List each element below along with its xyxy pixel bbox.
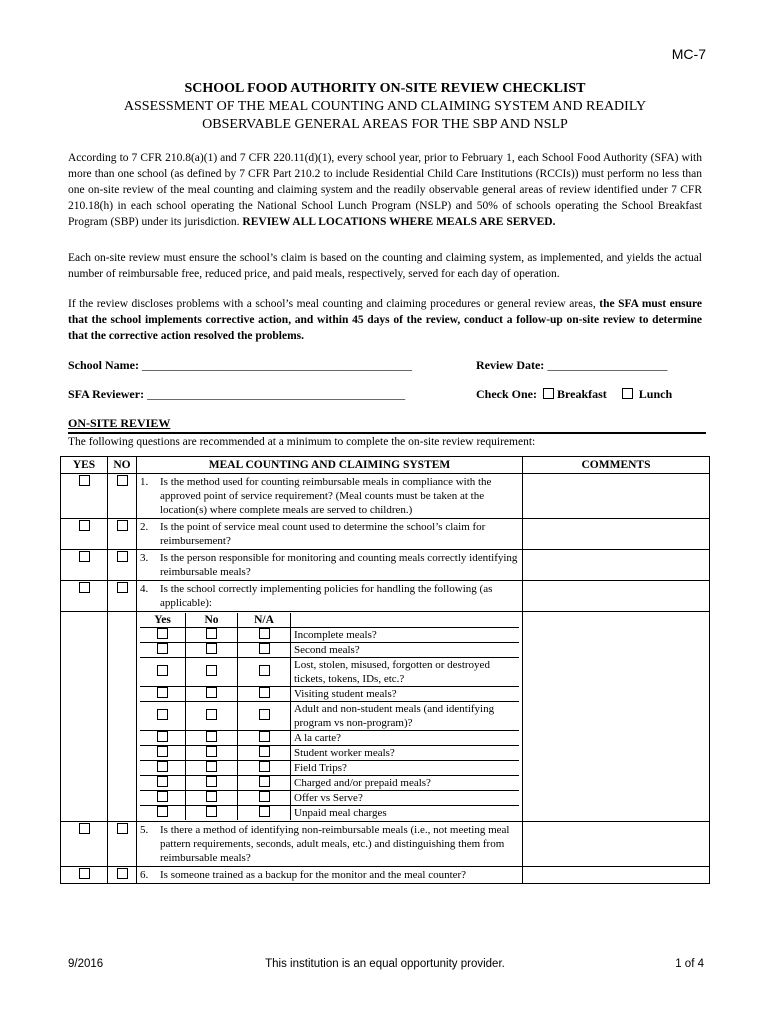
q4-comments[interactable] [523, 581, 710, 612]
q5-yes-checkbox[interactable] [79, 823, 90, 834]
sub4-no-checkbox[interactable] [206, 687, 217, 698]
footer-page-number: 1 of 4 [675, 958, 704, 970]
form-code: MC-7 [671, 46, 706, 62]
sub-item-label: Lost, stolen, misused, forgotten or destroyed tickets, tokens, IDs, etc.? [291, 658, 520, 687]
sub8-yes-checkbox[interactable] [157, 761, 168, 772]
footer-notice: This institution is an equal opportunity provider. [265, 958, 505, 970]
q3-text: Is the person responsible for monitoring and counting meals correctly identifying reimbursable meals? [160, 552, 518, 578]
sub-item-label: A la carte? [291, 731, 520, 746]
q3-no-checkbox[interactable] [117, 551, 128, 562]
sub-item-row [140, 746, 519, 761]
sub-item-label: Offer vs Serve? [291, 791, 520, 806]
question-row [61, 550, 710, 581]
q4-sub-comments[interactable] [523, 612, 710, 822]
table-header-row [61, 457, 710, 474]
sub-items-table [140, 613, 519, 820]
review-table [60, 456, 710, 884]
q1-no-checkbox[interactable] [117, 475, 128, 486]
intro-p1-bold: REVIEW ALL LOCATIONS WHERE MEALS ARE SERVED. [242, 216, 556, 228]
sub8-no-checkbox[interactable] [206, 761, 217, 772]
breakfast-checkbox[interactable] [543, 388, 554, 399]
sub5-no-checkbox[interactable] [206, 709, 217, 720]
intro-p2-text: Each on-site review must ensure the school’s claim is based on the counting and claiming system, as implemented, and yields the actual number of reimbursable free, reduced price, and paid meals, respectively, served for each day of operation. [68, 252, 702, 280]
sub-item-row [140, 658, 519, 687]
sub-item-row [140, 731, 519, 746]
review-date-field[interactable] [476, 358, 667, 373]
sub-item-row [140, 806, 519, 821]
q4-number: 4. [140, 583, 149, 595]
sub-item-label: Student worker meals? [291, 746, 520, 761]
sub-item-label: Charged and/or prepaid meals? [291, 776, 520, 791]
sub-item-row [140, 687, 519, 702]
check-one-field [476, 387, 672, 402]
q5-number: 5. [140, 824, 149, 836]
school-name-label: School Name: [68, 358, 139, 372]
sub-items-cell [137, 612, 523, 822]
sub-col-na: N/A [238, 613, 291, 628]
lunch-checkbox[interactable] [622, 388, 633, 399]
q3-number: 3. [140, 552, 149, 564]
sub1-na-checkbox[interactable] [259, 628, 270, 639]
document-title [0, 80, 770, 134]
sub2-no-checkbox[interactable] [206, 643, 217, 654]
sub-col-no: No [186, 613, 238, 628]
sub-item-row [140, 702, 519, 731]
q6-number: 6. [140, 869, 149, 881]
sub-item-label: Adult and non-student meals (and identifying program vs non-program)? [291, 702, 520, 731]
sub1-yes-checkbox[interactable] [157, 628, 168, 639]
q6-yes-checkbox[interactable] [79, 868, 90, 879]
section-subtitle: The following questions are recommended at a minimum to complete the on-site review requirement: [68, 436, 536, 448]
section-divider [68, 432, 706, 434]
sub8-na-checkbox[interactable] [259, 761, 270, 772]
intro-paragraph-2 [68, 250, 702, 282]
sub9-na-checkbox[interactable] [259, 776, 270, 787]
intro-paragraph-1 [68, 150, 702, 230]
sub-item-label: Visiting student meals? [291, 687, 520, 702]
sub4-yes-checkbox[interactable] [157, 687, 168, 698]
title-line-2: ASSESSMENT OF THE MEAL COUNTING AND CLAIMING SYSTEM AND READILY [123, 99, 647, 114]
sub9-yes-checkbox[interactable] [157, 776, 168, 787]
sub11-yes-checkbox[interactable] [157, 806, 168, 817]
sub4-na-checkbox[interactable] [259, 687, 270, 698]
q1-comments[interactable] [523, 474, 710, 519]
sub10-no-checkbox[interactable] [206, 791, 217, 802]
intro-p1-text: According to 7 CFR 210.8(a)(1) and 7 CFR 220.11(d)(1), every school year, prior to February 1, each School Food Authority (SFA) with more than one school (as defined by 7 CFR Part 210.2 to include Residential Child Care Institutions (RCCIs)) must perform no less than one on-site review of the meal counting and claiming system and the readily observable general areas of review identified under 7 CFR 210.18(h) in each school operating the National School Lunch Program (NSLP) and 50% of schools operating the School Breakfast Program (SBP) under its jurisdiction. [68, 152, 702, 228]
question-row [61, 867, 710, 884]
sub7-na-checkbox[interactable] [259, 746, 270, 757]
breakfast-label: Breakfast [557, 387, 607, 401]
footer-date: 9/2016 [68, 958, 104, 970]
sub10-yes-checkbox[interactable] [157, 791, 168, 802]
sub7-yes-checkbox[interactable] [157, 746, 168, 757]
section-title: ON-SITE REVIEW [68, 416, 171, 430]
q2-number: 2. [140, 521, 149, 533]
col-no-header: NO [108, 457, 137, 474]
q1-text: Is the method used for counting reimbursable meals in compliance with the approved point of service requirement? (Meal counts must be taken at the location(s) where complete meals are served to children.) [160, 476, 492, 516]
sub5-na-checkbox[interactable] [259, 709, 270, 720]
q6-no-checkbox[interactable] [117, 868, 128, 879]
school-name-field[interactable] [68, 358, 412, 373]
review-date-line[interactable]: ____________________ [547, 358, 668, 372]
question-row [61, 581, 710, 612]
q2-yes-checkbox[interactable] [79, 520, 90, 531]
sub-items-row [61, 612, 710, 822]
sub-item-row [140, 761, 519, 776]
sub-item-label: Unpaid meal charges [291, 806, 520, 821]
q4-yes-checkbox[interactable] [79, 582, 90, 593]
sub3-no-checkbox[interactable] [206, 665, 217, 676]
sub11-na-checkbox[interactable] [259, 806, 270, 817]
q6-comments[interactable] [523, 867, 710, 884]
q4-no-checkbox[interactable] [117, 582, 128, 593]
sub2-yes-checkbox[interactable] [157, 643, 168, 654]
q5-text: Is there a method of identifying non-reimbursable meals (i.e., not meeting meal pattern requirements, seconds, adult meals, etc.) and distinguishing them from reimbursable meals? [160, 824, 510, 864]
q2-no-checkbox[interactable] [117, 520, 128, 531]
sub1-no-checkbox[interactable] [206, 628, 217, 639]
q1-number: 1. [140, 476, 149, 488]
sfa-reviewer-field[interactable] [68, 387, 405, 402]
intro-p3-text: If the review discloses problems with a school’s meal counting and claiming procedures or general review areas, [68, 298, 596, 310]
q5-comments[interactable] [523, 822, 710, 867]
title-line-1: SCHOOL FOOD AUTHORITY ON-SITE REVIEW CHECKLIST [184, 81, 586, 96]
sub9-no-checkbox[interactable] [206, 776, 217, 787]
sub2-na-checkbox[interactable] [259, 643, 270, 654]
sub6-yes-checkbox[interactable] [157, 731, 168, 742]
sub-item-row [140, 643, 519, 658]
sub10-na-checkbox[interactable] [259, 791, 270, 802]
sub-col-yes: Yes [140, 613, 186, 628]
q2-comments[interactable] [523, 519, 710, 550]
sub3-na-checkbox[interactable] [259, 665, 270, 676]
title-line-3: OBSERVABLE GENERAL AREAS FOR THE SBP AND NSLP [202, 117, 568, 132]
q2-text: Is the point of service meal count used to determine the school’s claim for reimbursement? [160, 521, 486, 547]
review-date-label: Review Date: [476, 358, 545, 372]
q1-yes-checkbox[interactable] [79, 475, 90, 486]
sfa-reviewer-line[interactable]: ___________________________________________ [147, 387, 406, 401]
question-row [61, 474, 710, 519]
sub6-na-checkbox[interactable] [259, 731, 270, 742]
sub11-no-checkbox[interactable] [206, 806, 217, 817]
q3-yes-checkbox[interactable] [79, 551, 90, 562]
sub-item-row [140, 776, 519, 791]
col-comments-header: COMMENTS [523, 457, 710, 474]
q5-no-checkbox[interactable] [117, 823, 128, 834]
col-main-header: MEAL COUNTING AND CLAIMING SYSTEM [137, 457, 523, 474]
sfa-reviewer-label: SFA Reviewer: [68, 387, 145, 401]
sub6-no-checkbox[interactable] [206, 731, 217, 742]
check-one-label: Check One: [476, 387, 537, 401]
intro-paragraph-3 [68, 296, 702, 344]
col-yes-header: YES [61, 457, 108, 474]
sub-item-label: Second meals? [291, 643, 520, 658]
sub-item-label: Field Trips? [291, 761, 520, 776]
sub-item-label: Incomplete meals? [291, 628, 520, 643]
sub-item-row [140, 628, 519, 643]
sub-item-row [140, 791, 519, 806]
q6-text: Is someone trained as a backup for the monitor and the meal counter? [160, 869, 467, 881]
sub7-no-checkbox[interactable] [206, 746, 217, 757]
school-name-line[interactable]: _____________________________________________ [142, 358, 412, 372]
q4-text: Is the school correctly implementing policies for handling the following (as applicable): [160, 583, 493, 609]
question-row [61, 822, 710, 867]
sub3-yes-checkbox[interactable] [157, 665, 168, 676]
question-row [61, 519, 710, 550]
q3-comments[interactable] [523, 550, 710, 581]
lunch-label: Lunch [638, 387, 673, 401]
intro-p3-bold: the SFA must ensure that the school implements corrective action, and within 45 days of the review, conduct a follow-up on-site review to determine that the corrective action resolved the problems. [68, 298, 702, 342]
sub5-yes-checkbox[interactable] [157, 709, 168, 720]
